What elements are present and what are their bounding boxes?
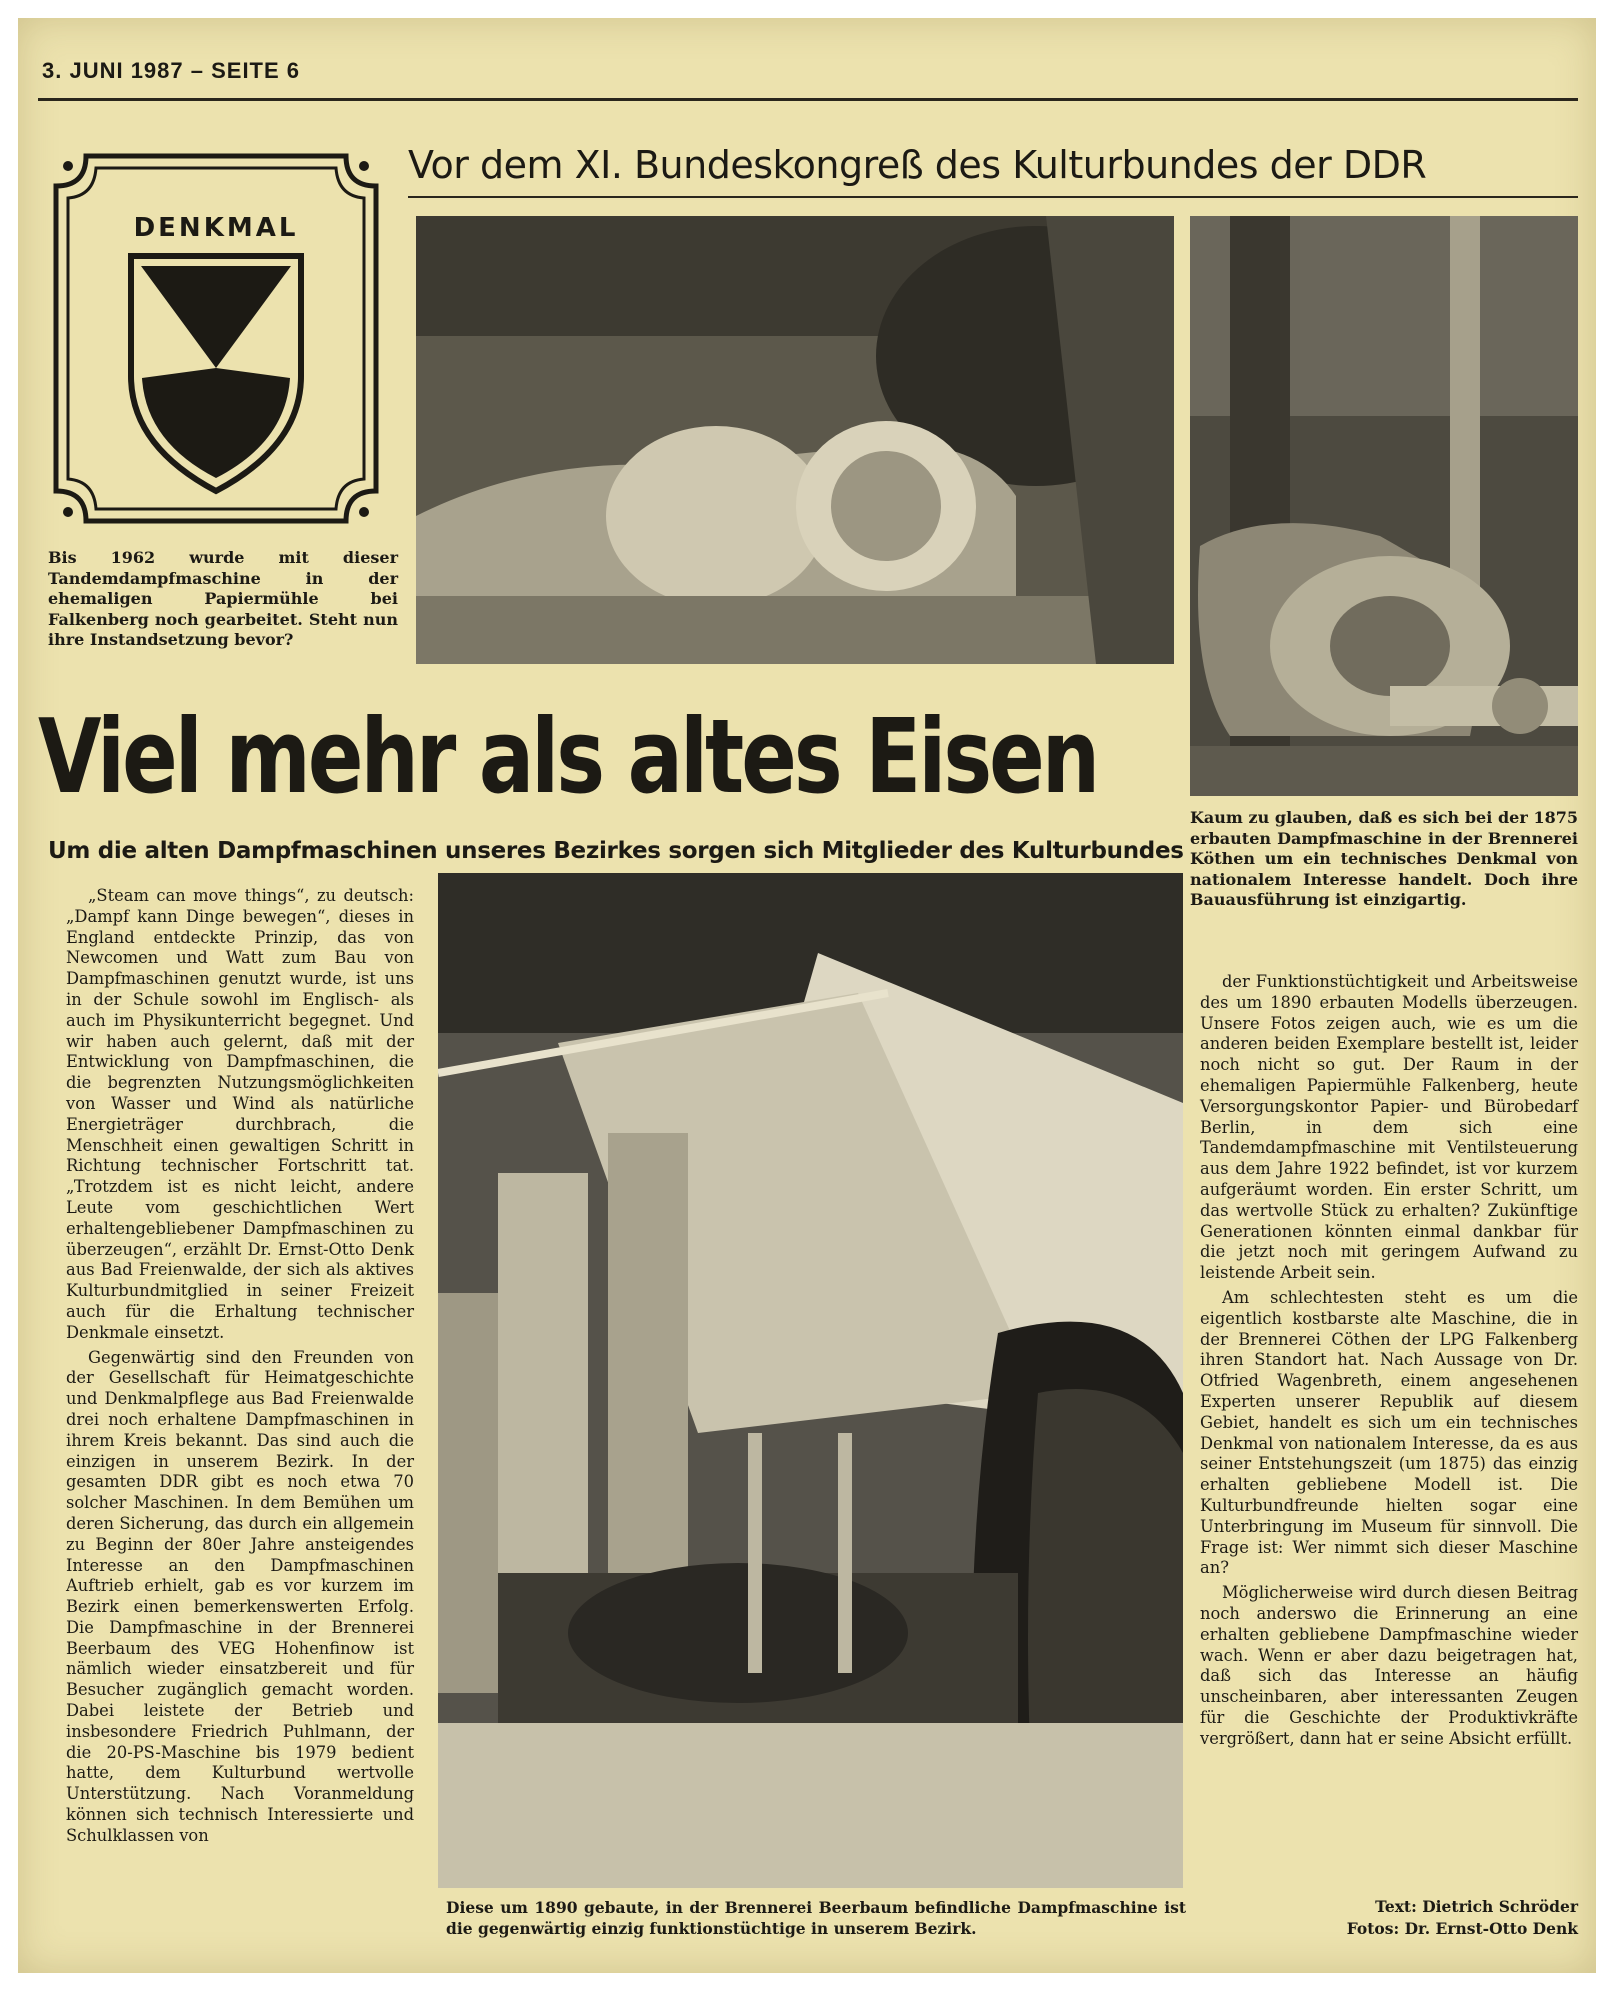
dateline: 3. JUNI 1987 – SEITE 6 bbox=[42, 58, 301, 83]
photo-koethen-machine bbox=[1190, 216, 1578, 796]
shield-icon bbox=[46, 146, 386, 531]
top-rule bbox=[38, 98, 1578, 101]
caption-tandem: Bis 1962 wurde mit dieser Tandemdampfmaschine in der ehemaligen Papiermühle bei Falkenberg noch gearbeitet. Steht nun ihre Instandsetzung bevor? bbox=[48, 548, 398, 649]
body-column-right bbox=[1200, 972, 1578, 1749]
paragraph: der Funktionstüchtigkeit und Arbeitsweise des um 1890 erbauten Modells überzeugen. Unsere Fotos zeigen auch, wie es um die anderen beiden Exemplare bestellt ist, leider noch nicht so gut. Der Raum in der ehemaligen Papiermühle Falkenberg, heute Versorgungskontor Papier- und Bürobedarf Berlin, in dem sich eine Tandemdampfmaschine mit Ventilsteuerung aus dem Jahre 1922 befindet, ist vor kurzem aufgeräumt worden. Ein erster Schritt, um das wertvolle Stück zu erhalten? Zukünftige Generationen könnten einmal dankbar für die jetzt noch mit geringem Aufwand zu leistende Arbeit sein. bbox=[1200, 972, 1578, 1283]
denkmal-logo bbox=[46, 146, 386, 531]
headline: Viel mehr als altes Eisen bbox=[38, 698, 1098, 817]
caption-beerbaum: Diese um 1890 gebaute, in der Brennerei Beerbaum befindliche Dampfmaschine ist die gegenwärtig einzig funktionstüchtige in unserem Bezirk. bbox=[446, 1898, 1186, 1938]
newspaper-clipping bbox=[18, 18, 1596, 1973]
kicker-line: Vor dem XI. Bundeskongreß des Kulturbundes der DDR bbox=[408, 143, 1427, 187]
paragraph: Gegenwärtig sind den Freunden von der Gesellschaft für Heimatgeschichte und Denkmalpflege aus Bad Freienwalde drei noch erhaltene Dampfmaschinen in ihrem Kreis bekannt. Das sind auch die einzigen in unserem Bezirk. In der gesamten DDR gibt es noch etwa 70 solcher Maschinen. In dem Bemühen um deren Sicherung, das durch ein allgemein zu Beginn der 80er Jahre ansteigendes Interesse an den Dampfmaschinen Auftrieb erhielt, gab es vor kurzem im Bezirk einen bemerkenswerten Erfolg. Die Dampfmaschine in der Brennerei Beerbaum des VEG Hohenfinow ist nämlich wieder einsatzbereit und für Besucher zugänglich gemacht worden. Dabei leistete der Betrieb und insbesondere Friedrich Puhlmann, der die 20-PS-Maschine bis 1979 bedient hatte, dem Kulturbund wertvolle Unterstützung. Nach Voranmeldung können sich technisch Interessierte und Schulklassen von bbox=[66, 1347, 414, 1845]
credit-fotos: Fotos: Dr. Ernst-Otto Denk bbox=[1346, 1919, 1578, 1938]
logo-label: DENKMAL bbox=[133, 213, 299, 243]
credits bbox=[1200, 1896, 1578, 1940]
paragraph: Am schlechtesten steht es um die eigentlich kostbarste alte Maschine, die in der Brennerei Cöthen der LPG Falkenberg ihren Standort hat. Nach Aussage von Dr. Otfried Wagenbreth, einem angesehenen Experten unserer Republik auf diesem Gebiet, handelt es sich um ein technisches Denkmal von nationalem Interesse, da es aus seiner Entstehungszeit (um 1875) das einzig erhalten gebliebene Modell ist. Die Kulturbundfreunde hielten sogar eine Unterbringung im Museum für sinnvoll. Die Frage ist: Wer nimmt sich dieser Maschine an? bbox=[1200, 1287, 1578, 1578]
caption-koethen: Kaum zu glauben, daß es sich bei der 1875 erbauten Dampfmaschine in der Brennerei Köthen um ein technisches Denkmal von nationalem Interesse handelt. Doch ihre Bauausführung ist einzigartig. bbox=[1190, 808, 1578, 909]
credit-text: Text: Dietrich Schröder bbox=[1375, 1897, 1578, 1916]
kicker-rule bbox=[408, 196, 1578, 198]
body-column-left bbox=[66, 886, 414, 1847]
photo-beerbaum-machine bbox=[438, 873, 1183, 1888]
subhead: Um die alten Dampfmaschinen unseres Bezirkes sorgen sich Mitglieder des Kulturbundes bbox=[48, 838, 1184, 864]
paragraph: „Steam can move things“, zu deutsch: „Dampf kann Dinge bewegen“, dieses in England entdeckte Prinzip, das von Newcomen und Watt zum Bau von Dampfmaschinen genutzt wurde, ist uns in der Schule sowohl im Englisch- als auch im Physikunterricht begegnet. Und wir haben auch gelernt, daß mit der Entwicklung von Dampfmaschinen, die die begrenzten Nutzungsmöglichkeiten von Wasser und Wind als natürliche Energieträger durchbrach, die Menschheit einen gewaltigen Schritt in Richtung technischer Fortschritt tat. „Trotzdem ist es nicht leicht, andere Leute vom geschichtlichen Wert erhaltengebliebener Dampfmaschinen zu überzeugen“, erzählt Dr. Ernst-Otto Denk aus Bad Freienwalde, der sich als aktives Kulturbundmitglied in seiner Freizeit auch für die Erhaltung technischer Denkmale einsetzt. bbox=[66, 886, 414, 1342]
photo-tandem-machine bbox=[416, 216, 1174, 664]
paragraph: Möglicherweise wird durch diesen Beitrag noch anderswo die Erinnerung an eine erhalten gebliebene Dampfmaschine wieder wach. Wenn er aber dazu beigetragen hat, daß sich das Interesse an häufig unscheinbaren, aber interessanten Zeugen für die Geschichte der Produktivkräfte vergrößert, dann hat er seine Absicht erfüllt. bbox=[1200, 1583, 1578, 1748]
